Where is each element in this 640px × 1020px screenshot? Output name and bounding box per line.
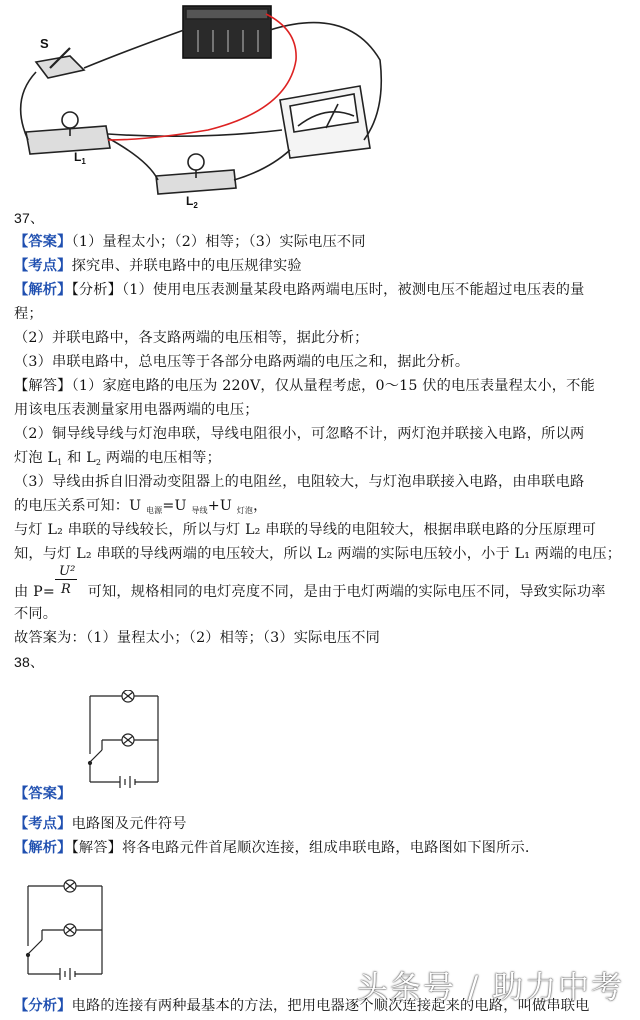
point-tag: 【考点】 [14,258,72,274]
q37-analysis-line3: （2）并联电路中，各支路两端的电压相等，据此分析； [14,330,369,346]
q37-number: 37、 [14,210,45,226]
q37-analysis-line1: 【分析】（1）使用电压表测量某段电路两端电压时，被测电压不能超过电压表的量 [71,282,585,298]
circuit-diagram-2 [20,876,116,984]
q37-conclusion: 故答案为：（1）量程太小；（2）相等；（3）实际电压不同 [14,630,381,646]
q37-analysis-row [14,280,626,300]
q37-solve-line9: 由 P= $\frac{\text{U²}}{R}$ 可知，规格相同的电灯亮度不同，是由于电灯两端的实际电压不同，导致实际功率 [14,564,606,600]
q37-solve-line7: 与灯 L₂ 串联的导线较长，所以与灯 L₂ 串联的导线的电阻较大，根据串联电路的分压原理可 [14,522,597,538]
q37-point-row [14,256,626,276]
q37-analysis-line2: 程； [14,306,43,322]
q38-analysis-row [14,838,626,858]
answer-tag: 【答案】 [14,786,72,802]
power-fraction: $\frac{\text{U²}}{R}$ [55,578,83,598]
q37-solve-line5: （3）导线由拆自旧滑动变阻器上的电阻丝，电阻较大，与灯泡串联接入电路，由串联电路 [14,474,585,490]
q38-point-row [14,814,626,834]
watermark: 头条号 / 助力中考 [356,970,624,1006]
q38-bottom: 电路的连接有两种最基本的方法，把用电器逐个顺次连接起来的电路，叫做串联电 [71,998,590,1014]
q37-solve-line2: 用该电压表测量家用电器两端的电压； [14,402,259,418]
q38-answer-row [14,784,626,804]
analysis-tag: 【解析】 [14,840,72,856]
analysis-tag: 【解析】 [14,282,72,298]
q37-answer-row [14,232,626,252]
q37-solve-line1: 【解答】（1）家庭电路的电压为 220V，仅从量程考虑，0～15 伏的电压表量程太小，不能 [14,378,595,394]
circuit-diagram-1 [82,690,172,790]
circuit-diagram-1-drawing [82,690,172,790]
circuit-diagram-2-drawing [20,876,116,984]
q38-number: 38、 [14,654,45,670]
circuit-photo-figure [8,0,383,210]
q37-point: 探究串、并联电路中的电压规律实验 [71,258,302,274]
answer-tag: 【答案】 [14,234,72,250]
lamp2-label: $L_2$ [186,194,198,210]
switch-label: S [40,36,49,51]
q37-solve-line10: 不同。 [14,606,58,622]
q37-solve-line3: （2）铜导线导线与灯泡串联，导线电阻很小，可忽略不计，两灯泡并联接入电路，所以两 [14,426,585,442]
analysis-subtag: 【分析】 [14,998,72,1014]
q37-answer: （1）量程太小；（2）相等；（3）实际电压不同 [71,234,366,250]
q38-point: 电路图及元件符号 [71,816,187,832]
q38-analysis: 【解答】将各电路元件首尾顺次连接，组成串联电路，电路图如下图所示. [71,840,530,856]
q37-solve-line8: 知，与灯 L₂ 串联的导线两端的电压较大，所以 L₂ 两端的实际电压较小，小于 L₁ 两端的电压； [14,546,622,562]
q37-solve-line6: 的电压关系可知：U $_{电源}$=U $_{导线}$+U $_{灯泡}$， [14,498,268,515]
circuit-photo-drawing [8,0,383,210]
lamp1-label: $L_1$ [74,150,86,166]
q37-solve-line4: 灯泡 $L_1$ 和 $L_2$ 两端的电压相等； [14,450,221,467]
point-tag: 【考点】 [14,816,72,832]
q37-analysis-line4: （3）串联电路中，总电压等于各部分电路两端的电压之和，据此分析。 [14,354,470,370]
